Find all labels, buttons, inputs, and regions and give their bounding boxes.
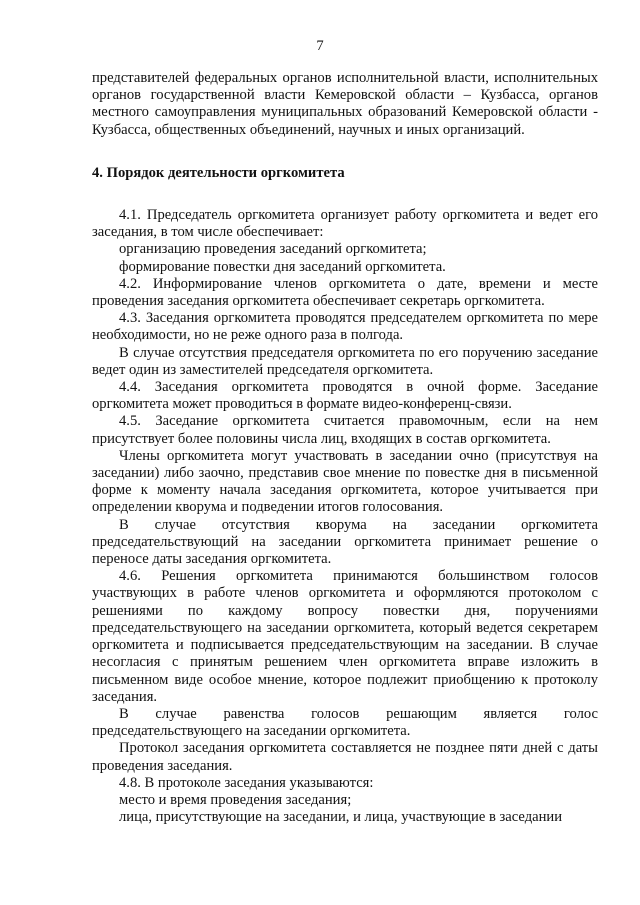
intro-paragraph: представителей федеральных органов исполнительной власти, исполнительных органов государственной власти Кемеровской области – Кузбасса, органов местного самоуправления муниципальных образований Кемеровской области - Кузбасса, общественных объединений, научных и иных организаций. xyxy=(92,70,598,138)
list-item-place-time: место и время проведения заседания; xyxy=(119,791,352,808)
section-title: 4. Порядок деятельности оргкомитета xyxy=(92,164,345,181)
paragraph-4-2: 4.2. Информирование членов оргкомитета о дате, времени и месте проведения заседания оргкомитета обеспечивает секретарь оргкомитета. xyxy=(92,275,598,310)
document-body xyxy=(92,70,598,826)
paragraph-remote-participation: Члены оргкомитета могут участвовать в заседании очно (присутствуя на заседании) либо заочно, представив свое мнение по повестке дня в письменной форме к моменту начала заседания оргкомитета, которое учитывается при определении кворума и подведении итогов голосования. xyxy=(92,447,598,516)
list-item-organize-meetings: организацию проведения заседаний оргкомитета; xyxy=(119,241,427,258)
page-number: 7 xyxy=(316,38,324,54)
paragraph-no-quorum: В случае отсутствия кворума на заседании оргкомитета председательствующий на заседании оргкомитета принимает решение о переносе даты заседания оргкомитета. xyxy=(92,516,598,568)
paragraph-tie-vote: В случае равенства голосов решающим является голос председательствующего на заседании оргкомитета. xyxy=(92,705,598,740)
paragraph-4-6: 4.6. Решения оргкомитета принимаются большинством голосов участвующих в работе членов оргкомитета и оформляются протоколом с решениями по каждому вопросу повестки дня, поручениями председательствующего на заседании оргкомитета, который ведется секретарем оргкомитета и подписывается председательствующим на заседании. В случае несогласия с принятым решением член оргкомитета вправе изложить в письменном виде особое мнение, которое подлежит приобщению к протоколу заседания. xyxy=(92,568,598,705)
paragraph-4-4: 4.4. Заседания оргкомитета проводятся в очной форме. Заседание оргкомитета может проводиться в формате видео-конференц-связи. xyxy=(92,379,598,413)
paragraph-4-3: 4.3. Заседания оргкомитета проводятся председателем оргкомитета по мере необходимости, но не реже одного раза в полгода. xyxy=(92,310,598,344)
paragraph-protocol-deadline: Протокол заседания оргкомитета составляется не позднее пяти дней с даты проведения заседания. xyxy=(92,740,598,774)
paragraph-4-1: 4.1. Председатель оргкомитета организует работу оргкомитета и ведет его заседания, в том числе обеспечивает: xyxy=(92,207,598,241)
paragraph-4-5: 4.5. Заседание оргкомитета считается правомочным, если на нем присутствует более половины числа лиц, входящих в состав оргкомитета. xyxy=(92,413,598,447)
list-item-attendees: лица, присутствующие на заседании, и лица, участвующие в заседании xyxy=(119,809,563,826)
list-item-agenda: формирование повестки дня заседаний оргкомитета. xyxy=(119,258,446,275)
paragraph-4-8: 4.8. В протоколе заседания указываются: xyxy=(119,774,374,791)
paragraph-chair-absence: В случае отсутствия председателя оргкомитета по его поручению заседание ведет один из заместителей председателя оргкомитета. xyxy=(92,344,598,378)
